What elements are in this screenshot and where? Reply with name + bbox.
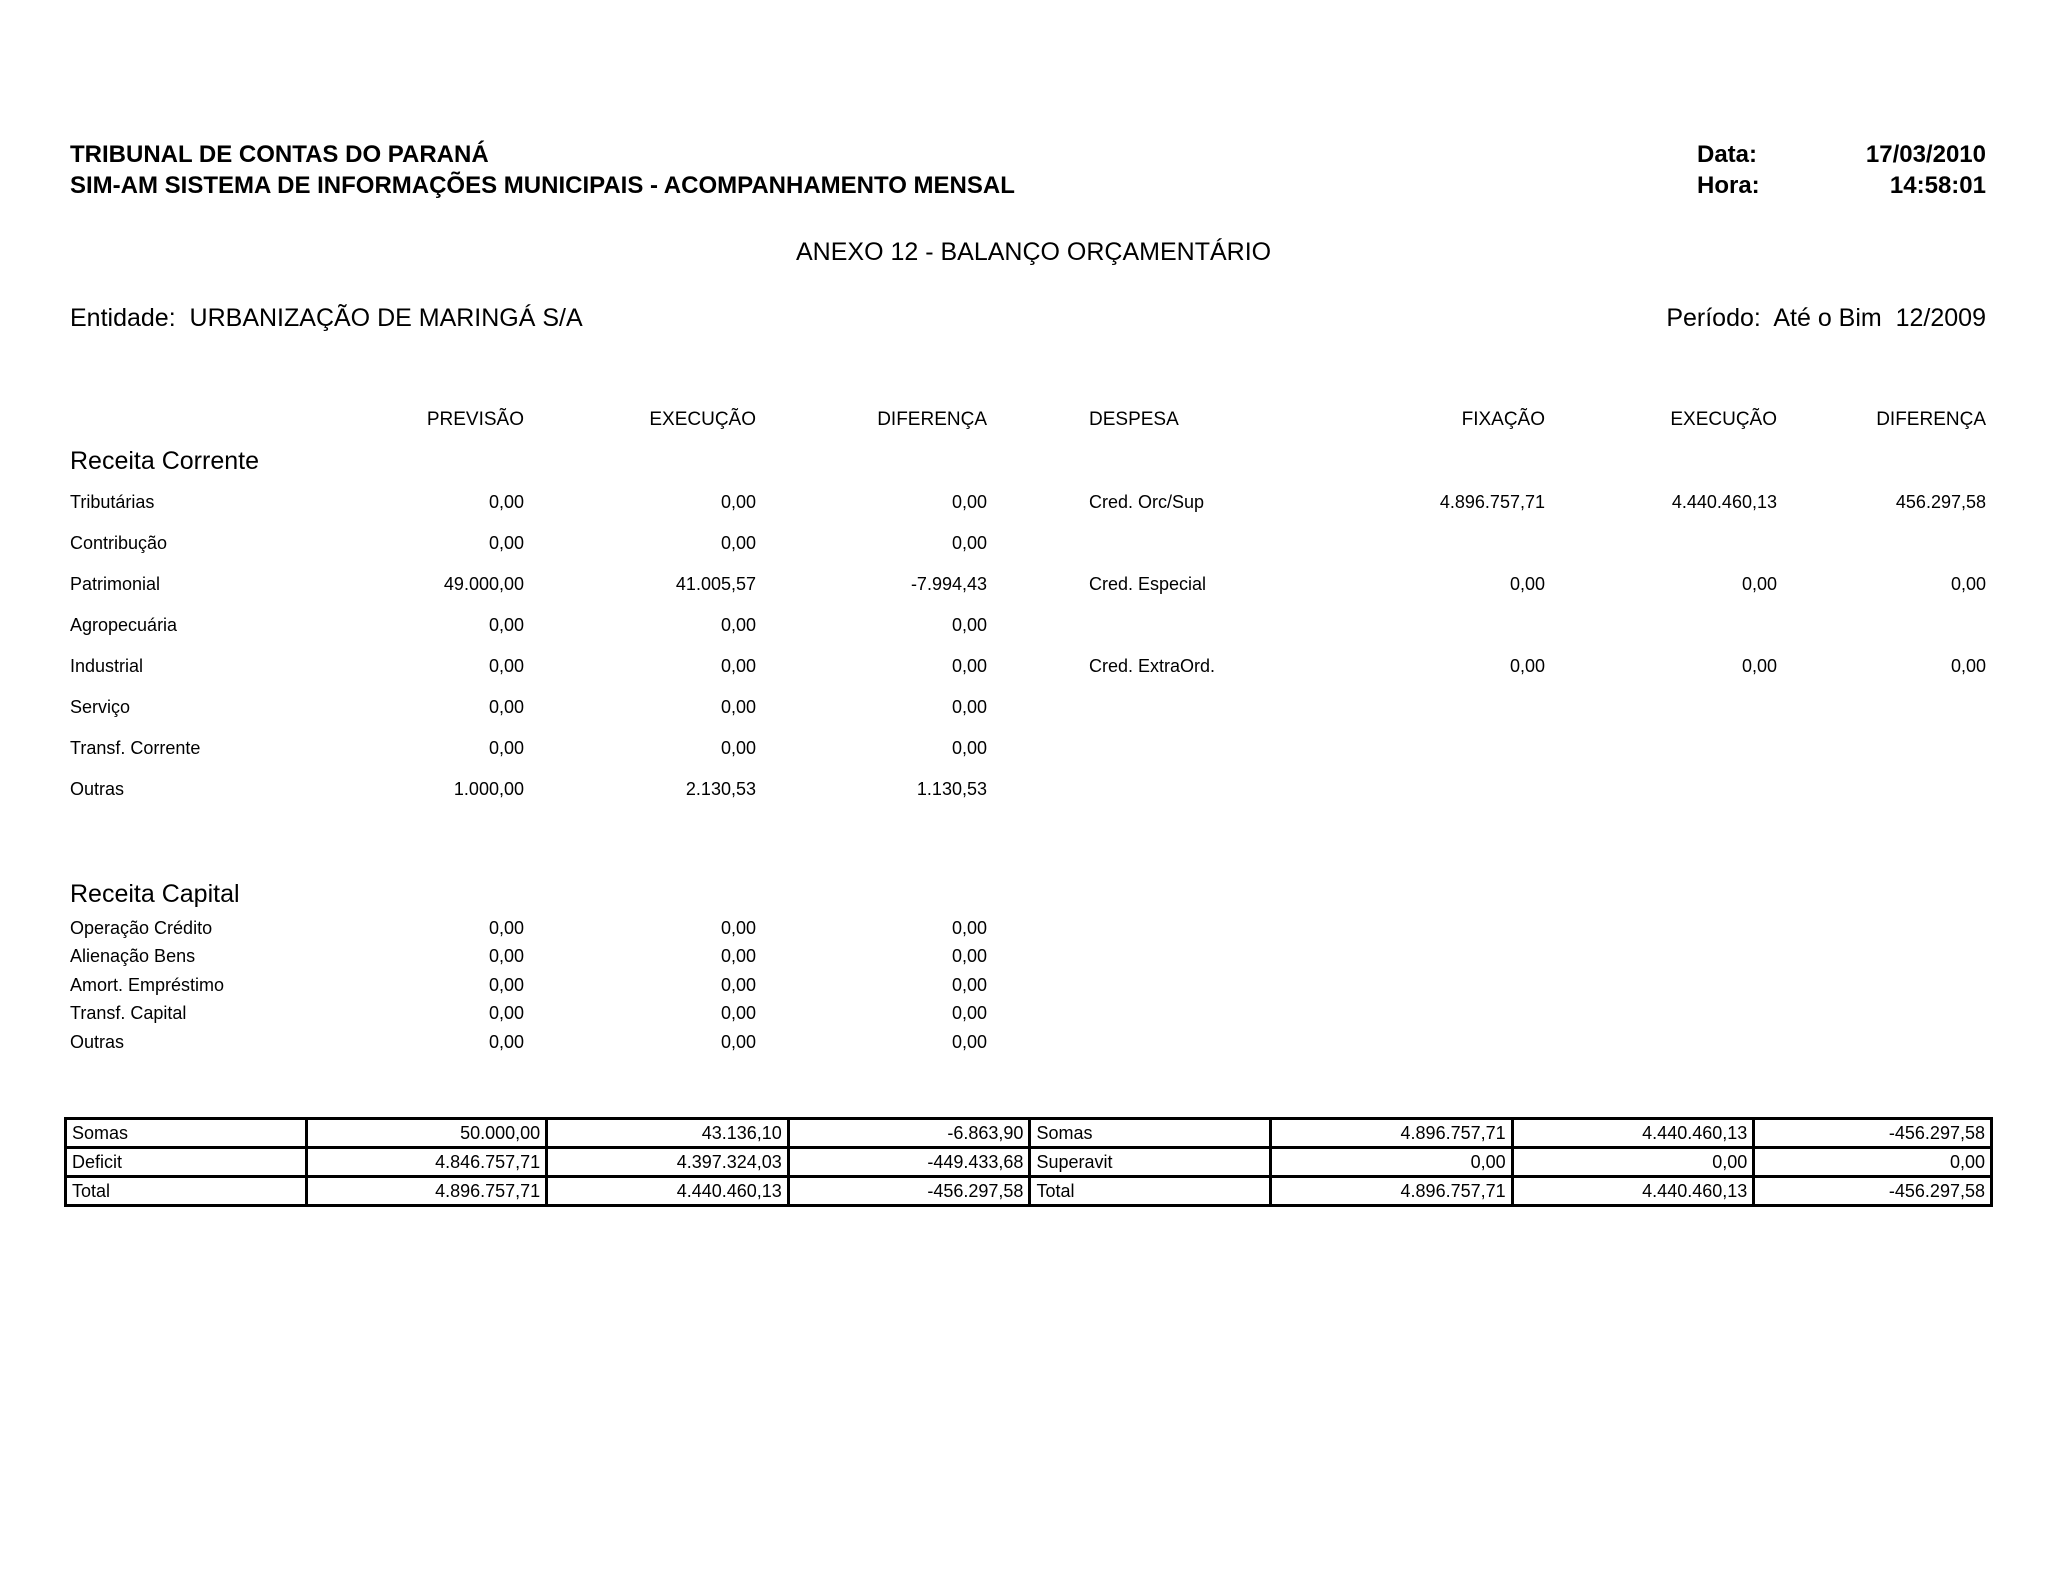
totals-right-value: 4.440.460,13 <box>1512 1177 1754 1206</box>
row-value: 2.130,53 <box>685 779 756 799</box>
totals-row <box>66 1148 1992 1177</box>
row-value: 0,00 <box>488 533 524 553</box>
row-value: 41.005,57 <box>675 574 756 594</box>
system-title: SIM-AM SISTEMA DE INFORMAÇÕES MUNICIPAIS - ACOMPANHAMENTO MENSAL <box>70 172 1015 199</box>
row-value: 0,00 <box>951 946 987 966</box>
row-value: 0,00 <box>720 492 756 512</box>
despesa-value: 4.896.757,71 <box>1439 492 1545 512</box>
row-value: 0,00 <box>488 1003 524 1023</box>
totals-left-value: 4.397.324,03 <box>547 1148 789 1177</box>
totals-left-value: 4.440.460,13 <box>547 1177 789 1206</box>
row-value: 0,00 <box>720 656 756 676</box>
report-title: ANEXO 12 - BALANÇO ORÇAMENTÁRIO <box>796 238 1272 266</box>
col-execucao-receita: EXECUÇÃO <box>649 409 756 430</box>
totals-left-label: Total <box>66 1177 307 1206</box>
row-value: 0,00 <box>951 1032 987 1052</box>
row-label: Patrimonial <box>70 574 161 594</box>
row-label: Serviço <box>70 697 131 717</box>
col-diferenca-receita: DIFERENÇA <box>877 409 987 430</box>
totals-right-value: -456.297,58 <box>1754 1177 1992 1206</box>
totals-left-value: 4.896.757,71 <box>306 1177 547 1206</box>
row-value: 0,00 <box>488 918 524 938</box>
row-value: 0,00 <box>720 533 756 553</box>
row-value: 0,00 <box>720 1003 756 1023</box>
row-value: 0,00 <box>951 615 987 635</box>
row-value: 49.000,00 <box>443 574 524 594</box>
row-label: Outras <box>70 1032 125 1052</box>
row-label: Contribução <box>70 533 168 553</box>
despesa-value: 0,00 <box>1509 656 1545 676</box>
period-line <box>1666 304 1986 333</box>
totals-right-value: 4.896.757,71 <box>1271 1177 1513 1206</box>
despesa-label: Cred. ExtraOrd. <box>1089 656 1216 676</box>
totals-right-value: 0,00 <box>1271 1148 1513 1177</box>
row-label: Transf. Corrente <box>70 738 201 758</box>
receita-capital-title: Receita Capital <box>70 880 240 908</box>
totals-row <box>66 1119 1992 1148</box>
row-value: 0,00 <box>488 492 524 512</box>
totals-right-label: Somas <box>1030 1119 1271 1148</box>
row-value: 0,00 <box>488 615 524 635</box>
org-title: TRIBUNAL DE CONTAS DO PARANÁ <box>70 141 489 168</box>
totals-row <box>66 1177 1992 1206</box>
row-value: 0,00 <box>951 738 987 758</box>
row-value: 0,00 <box>720 918 756 938</box>
col-despesa: DESPESA <box>1089 409 1179 430</box>
row-label: Industrial <box>70 656 144 676</box>
col-previsao: PREVISÃO <box>426 409 524 430</box>
row-value: 0,00 <box>488 697 524 717</box>
row-label: Operação Crédito <box>70 918 213 938</box>
despesa-value: 456.297,58 <box>1895 492 1986 512</box>
despesa-value: 0,00 <box>1741 656 1777 676</box>
row-value: 0,00 <box>720 946 756 966</box>
row-value: 0,00 <box>951 533 987 553</box>
totals-left-label: Somas <box>66 1119 307 1148</box>
totals-right-value: 4.896.757,71 <box>1271 1119 1513 1148</box>
date-label: Data: <box>1697 141 1758 168</box>
row-label: Outras <box>70 779 125 799</box>
period-value: Até o Bim 12/2009 <box>1773 304 1986 332</box>
row-value: 0,00 <box>720 615 756 635</box>
row-label: Transf. Capital <box>70 1003 187 1023</box>
totals-left-value: 43.136,10 <box>547 1119 789 1148</box>
totals-right-value: 4.440.460,13 <box>1512 1119 1754 1148</box>
col-diferenca-despesa: DIFERENÇA <box>1876 409 1986 430</box>
totals-left-value: -6.863,90 <box>788 1119 1030 1148</box>
row-value: 0,00 <box>720 738 756 758</box>
despesa-value: 0,00 <box>1950 574 1986 594</box>
row-label: Amort. Empréstimo <box>70 975 225 995</box>
despesa-label: Cred. Orc/Sup <box>1089 492 1205 512</box>
despesa-value: 0,00 <box>1950 656 1986 676</box>
despesa-value: 4.440.460,13 <box>1671 492 1777 512</box>
date-value: 17/03/2010 <box>1865 141 1986 168</box>
entity-line <box>70 304 583 333</box>
row-value: 0,00 <box>488 975 524 995</box>
row-value: 0,00 <box>720 975 756 995</box>
row-value: 1.130,53 <box>916 779 987 799</box>
time-label: Hora: <box>1697 172 1760 199</box>
receita-corrente-title: Receita Corrente <box>70 447 259 475</box>
col-execucao-despesa: EXECUÇÃO <box>1670 409 1777 430</box>
entity-value: URBANIZAÇÃO DE MARINGÁ S/A <box>189 304 583 332</box>
row-value: 0,00 <box>951 492 987 512</box>
totals-table <box>64 1117 1993 1207</box>
row-label: Agropecuária <box>70 615 178 635</box>
row-value: 0,00 <box>951 656 987 676</box>
despesa-value: 0,00 <box>1741 574 1777 594</box>
entity-label: Entidade: <box>70 304 176 332</box>
totals-left-label: Deficit <box>66 1148 307 1177</box>
row-label: Tributárias <box>70 492 155 512</box>
totals-right-value: -456.297,58 <box>1754 1119 1992 1148</box>
totals-left-value: 50.000,00 <box>306 1119 547 1148</box>
row-value: 0,00 <box>720 1032 756 1052</box>
row-value: 0,00 <box>951 697 987 717</box>
despesa-label: Cred. Especial <box>1089 574 1207 594</box>
row-value: 0,00 <box>951 918 987 938</box>
row-value: 0,00 <box>488 738 524 758</box>
totals-right-label: Total <box>1030 1177 1271 1206</box>
totals-left-value: -449.433,68 <box>788 1148 1030 1177</box>
totals-right-value: 0,00 <box>1754 1148 1992 1177</box>
row-value: 0,00 <box>488 946 524 966</box>
totals-right-label: Superavit <box>1030 1148 1271 1177</box>
time-value: 14:58:01 <box>1889 172 1986 199</box>
totals-left-value: -456.297,58 <box>788 1177 1030 1206</box>
totals-left-value: 4.846.757,71 <box>306 1148 547 1177</box>
row-value: -7.994,43 <box>910 574 987 594</box>
row-value: 1.000,00 <box>453 779 524 799</box>
row-value: 0,00 <box>720 697 756 717</box>
totals-right-value: 0,00 <box>1512 1148 1754 1177</box>
row-value: 0,00 <box>488 1032 524 1052</box>
despesa-value: 0,00 <box>1509 574 1545 594</box>
row-value: 0,00 <box>951 975 987 995</box>
row-label: Alienação Bens <box>70 946 196 966</box>
period-label: Período: <box>1666 304 1761 332</box>
col-fixacao: FIXAÇÃO <box>1461 409 1545 430</box>
row-value: 0,00 <box>488 656 524 676</box>
row-value: 0,00 <box>951 1003 987 1023</box>
